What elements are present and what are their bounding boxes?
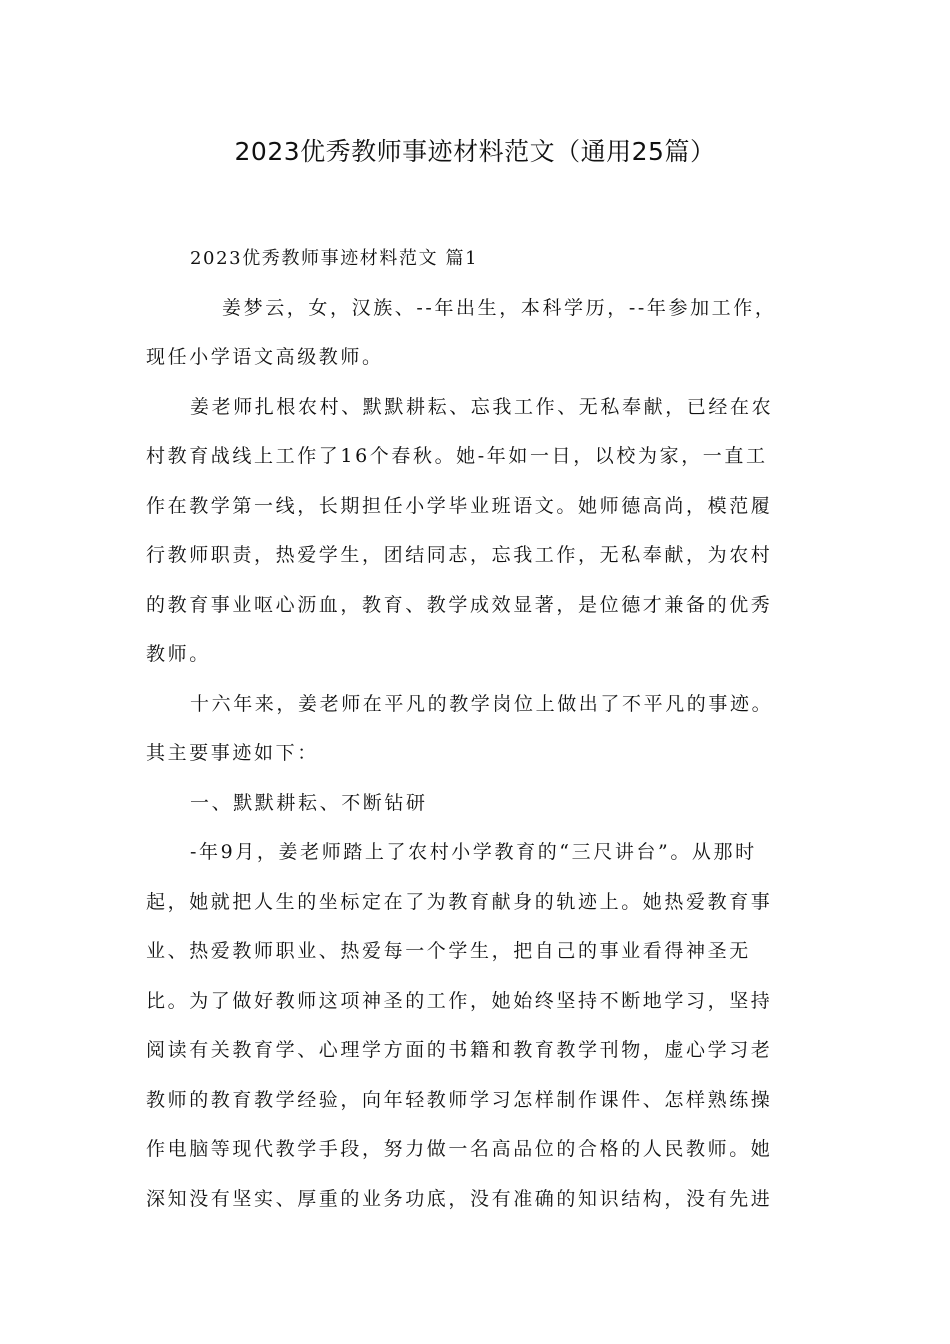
paragraph-line: 行教师职责，热爱学生，团结同志，忘我工作，无私奉献，为农村 — [146, 544, 773, 566]
paragraph-line: 作电脑等现代教学手段，努力做一名高品位的合格的人民教师。她 — [146, 1138, 773, 1160]
section-heading: 2023优秀教师事迹材料范文 篇1 — [190, 248, 479, 269]
paragraph-line: 姜梦云，女，汉族、--年出生，本科学历，--年参加工作， — [222, 296, 777, 319]
paragraph-line: 的教育事业呕心沥血，教育、教学成效显著，是位德才兼备的优秀 — [146, 593, 773, 616]
paragraph-line: 阅读有关教育学、心理学方面的书籍和教育教学刊物，虚心学习老 — [146, 1039, 773, 1061]
paragraph-line: 比。为了做好教师这项神圣的工作，她始终坚持不断地学习，坚持 — [146, 989, 773, 1012]
paragraph-line: 深知没有坚实、厚重的业务功底，没有准确的知识结构，没有先进 — [146, 1187, 773, 1210]
paragraph-line: 其主要事迹如下： — [146, 742, 319, 764]
paragraph-line: 起，她就把人生的坐标定在了为教育献身的轨迹上。她热爱教育事 — [146, 890, 773, 913]
paragraph-line: 作在教学第一线，长期担任小学毕业班语文。她师德高尚，模范履 — [146, 494, 773, 517]
paragraph-line: 业、热爱教师职业、热爱每一个学生，把自己的事业看得神圣无 — [146, 940, 751, 962]
paragraph-line: 教师的教育教学经验，向年轻教师学习怎样制作课件、怎样熟练操 — [146, 1088, 773, 1111]
paragraph-line: -年9月，姜老师踏上了农村小学教育的“三尺讲台”。从那时 — [190, 841, 757, 863]
document-title: 2023优秀教师事迹材料范文（通用25篇） — [234, 137, 716, 166]
paragraph-line: 村教育战线上工作了16个春秋。她-年如一日，以校为家，一直工 — [146, 445, 768, 467]
paragraph-line: 姜老师扎根农村、默默耕耘、忘我工作、无私奉献，已经在农 — [190, 395, 774, 418]
subsection-heading: 一、默默耕耘、不断钻研 — [190, 791, 428, 814]
paragraph-line: 现任小学语文高级教师。 — [146, 346, 384, 368]
document-body — [146, 234, 806, 1224]
paragraph-line: 教师。 — [146, 643, 211, 665]
paragraph-line: 十六年来，姜老师在平凡的教学岗位上做出了不平凡的事迹。 — [190, 692, 774, 715]
